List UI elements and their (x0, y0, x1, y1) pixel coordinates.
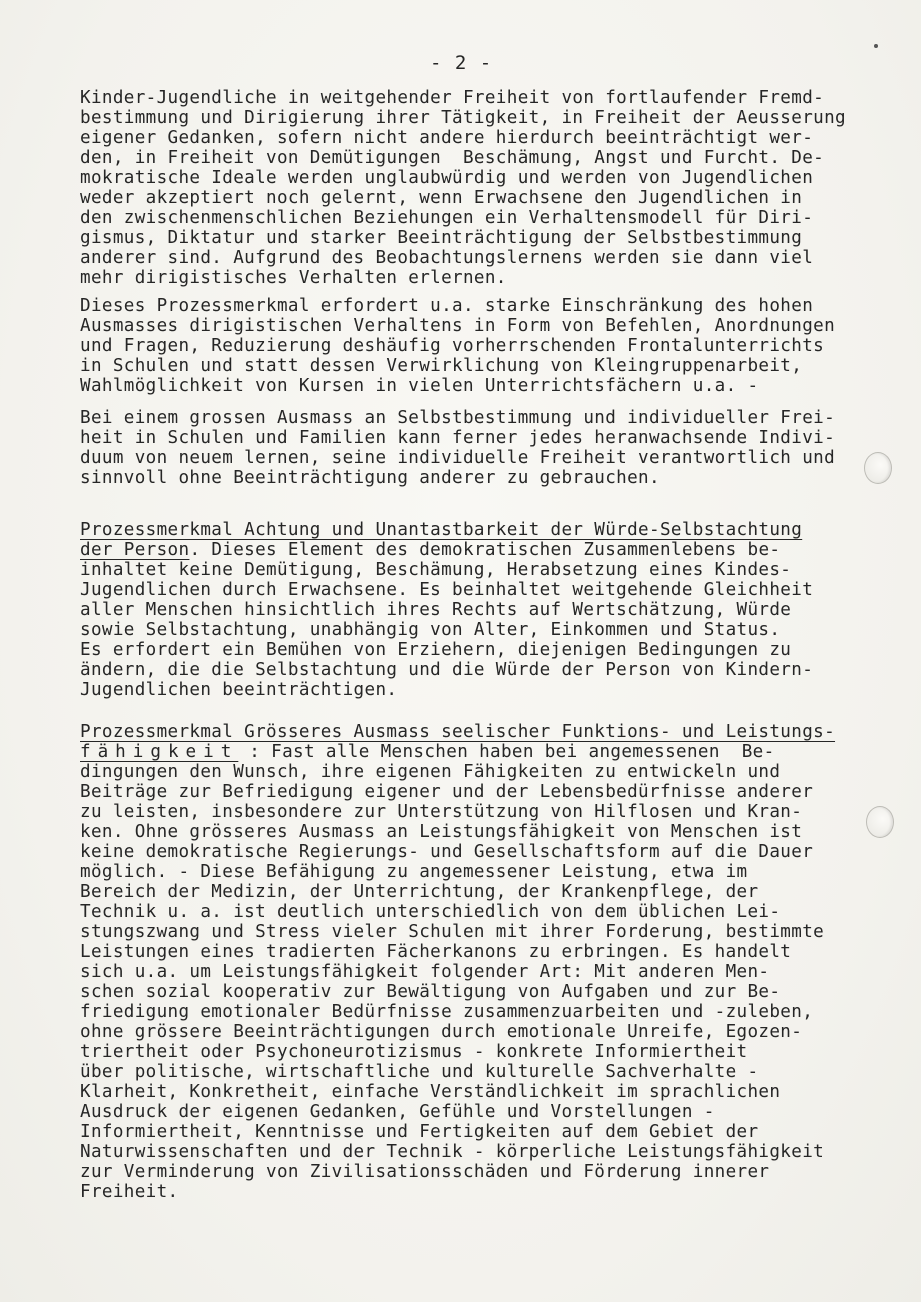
text-line: aller Menschen hinsichtlich ihres Rechts auf Wertschätzung, Würde (80, 600, 792, 620)
section-heading: Prozessmerkmal Achtung und Unantastbarkeit der Würde-Selbstachtung (80, 520, 803, 540)
text-line: Beiträge zur Befriedigung eigener und der Lebensbedürfnisse anderer (80, 782, 814, 802)
text-line: den zwischenmenschlichen Beziehungen ein Verhaltensmodell für Diri- (80, 208, 814, 228)
text-line: Freiheit. (80, 1182, 179, 1202)
text-line: stungszwang und Stress vieler Schulen mit ihrer Forderung, bestimmte (80, 922, 825, 942)
punch-hole (866, 806, 894, 838)
text-line: weder akzeptiert noch gelernt, wenn Erwachsene den Jugendlichen in (80, 188, 803, 208)
text-line: Ausdruck der eigenen Gedanken, Gefühle und Vorstellungen - (80, 1102, 715, 1122)
text-line: über politische, wirtschaftliche und kulturelle Sachverhalte - (80, 1062, 759, 1082)
text-line: Bei einem grossen Ausmass an Selbstbestimmung und individueller Frei- (80, 408, 836, 428)
text-line: möglich. - Diese Befähigung zu angemessener Leistung, etwa im (80, 862, 748, 882)
text-span: . Dieses Element des demokratischen Zusammenlebens be- (189, 540, 781, 560)
text-line: Klarheit, Konkretheit, einfache Verständlichkeit im sprachlichen (80, 1082, 781, 1102)
text-line: sich u.a. um Leistungsfähigkeit folgender Art: Mit anderen Men- (80, 962, 770, 982)
text-line: Informiertheit, Kenntnisse und Fertigkeiten auf dem Gebiet der (80, 1122, 759, 1142)
text-line: duum von neuem lernen, seine individuelle Freiheit verantwortlich und (80, 448, 836, 468)
text-line (80, 742, 775, 762)
section-heading: Prozessmerkmal Grösseres Ausmass seelischer Funktions- und Leistungs- (80, 722, 836, 742)
text-line: dingungen den Wunsch, ihre eigenen Fähigkeiten zu entwickeln und (80, 762, 781, 782)
text-line: keine demokratische Regierungs- und Gesellschaftsform auf die Dauer (80, 842, 814, 862)
text-line: Es erfordert ein Bemühen von Erziehern, diejenigen Bedingungen zu (80, 640, 792, 660)
text-line: Leistungen eines tradierten Fächerkanons zu erbringen. Es handelt (80, 942, 792, 962)
text-line: in Schulen und statt dessen Verwirklichung von Kleingruppenarbeit, (80, 356, 803, 376)
text-line: mokratische Ideale werden unglaubwürdig und werden von Jugendlichen (80, 168, 814, 188)
text-line: Jugendlichen beeinträchtigen. (80, 680, 398, 700)
text-line (80, 540, 780, 560)
text-line: Dieses Prozessmerkmal erfordert u.a. starke Einschränkung des hohen (80, 296, 814, 316)
text-line: ken. Ohne grösseres Ausmass an Leistungsfähigkeit von Menschen ist (80, 822, 803, 842)
text-line: schen sozial kooperativ zur Bewältigung von Aufgaben und zur Be- (80, 982, 781, 1002)
text-line: Jugendlichen durch Erwachsene. Es beinhaltet weitgehende Gleichheit (80, 580, 814, 600)
text-line: und Fragen, Reduzierung deshäufig vorherrschenden Frontalunterrichts (80, 336, 825, 356)
text-line: Wahlmöglichkeit von Kursen in vielen Unterrichtsfächern u.a. - (80, 376, 759, 396)
text-line: Naturwissenschaften und der Technik - körperliche Leistungsfähigkeit (80, 1142, 825, 1162)
text-line: triertheit oder Psychoneurotizismus - konkrete Informiertheit (80, 1042, 748, 1062)
text-line: anderer sind. Aufgrund des Beobachtungslernens werden sie dann viel (80, 248, 814, 268)
text-line: Bereich der Medizin, der Unterrichtung, der Krankenpflege, der (80, 882, 759, 902)
text-line: Kinder-Jugendliche in weitgehender Freiheit von fortlaufender Fremd- (80, 88, 825, 108)
text-line: zu leisten, insbesondere zur Unterstützung von Hilflosen und Kran- (80, 802, 803, 822)
text-line: Technik u. a. ist deutlich unterschiedlich von dem üblichen Lei- (80, 902, 781, 922)
text-line: bestimmung und Dirigierung ihrer Tätigkeit, in Freiheit der Aeusserung (80, 108, 846, 128)
text-line: eigener Gedanken, sofern nicht andere hierdurch beeinträchtigt wer- (80, 128, 814, 148)
text-line: gismus, Diktatur und starker Beeinträchtigung der Selbstbestimmung (80, 228, 803, 248)
page-number: - 2 - (430, 52, 493, 74)
text-span: : Fast alle Menschen haben bei angemessenen Be- (238, 742, 775, 762)
text-line: sinnvoll ohne Beeinträchtigung anderer zu gebrauchen. (80, 468, 660, 488)
text-line: inhaltet keine Demütigung, Beschämung, Herabsetzung eines Kindes- (80, 560, 792, 580)
text-line: sowie Selbstachtung, unabhängig von Alter, Einkommen und Status. (80, 620, 781, 640)
text-line: den, in Freiheit von Demütigungen Beschämung, Angst und Furcht. De- (80, 148, 825, 168)
punch-hole (864, 452, 892, 484)
section-heading-cont: der Person (80, 540, 190, 560)
text-line: Ausmasses dirigistischen Verhaltens in Form von Befehlen, Anordnungen (80, 316, 836, 336)
paper-speck (874, 44, 878, 48)
text-line: mehr dirigistisches Verhalten erlernen. (80, 268, 507, 288)
section-heading-cont: fähigkeit (80, 742, 239, 762)
text-line: friedigung emotionaler Bedürfnisse zusammenzuarbeiten und -zuleben, (80, 1002, 814, 1022)
text-line: zur Verminderung von Zivilisationsschäden und Förderung innerer (80, 1162, 770, 1182)
text-line: heit in Schulen und Familien kann ferner jedes heranwachsende Indivi- (80, 428, 836, 448)
text-line: ohne grössere Beeinträchtigungen durch emotionale Unreife, Egozen- (80, 1022, 803, 1042)
text-line: ändern, die die Selbstachtung und die Würde der Person von Kindern- (80, 660, 814, 680)
